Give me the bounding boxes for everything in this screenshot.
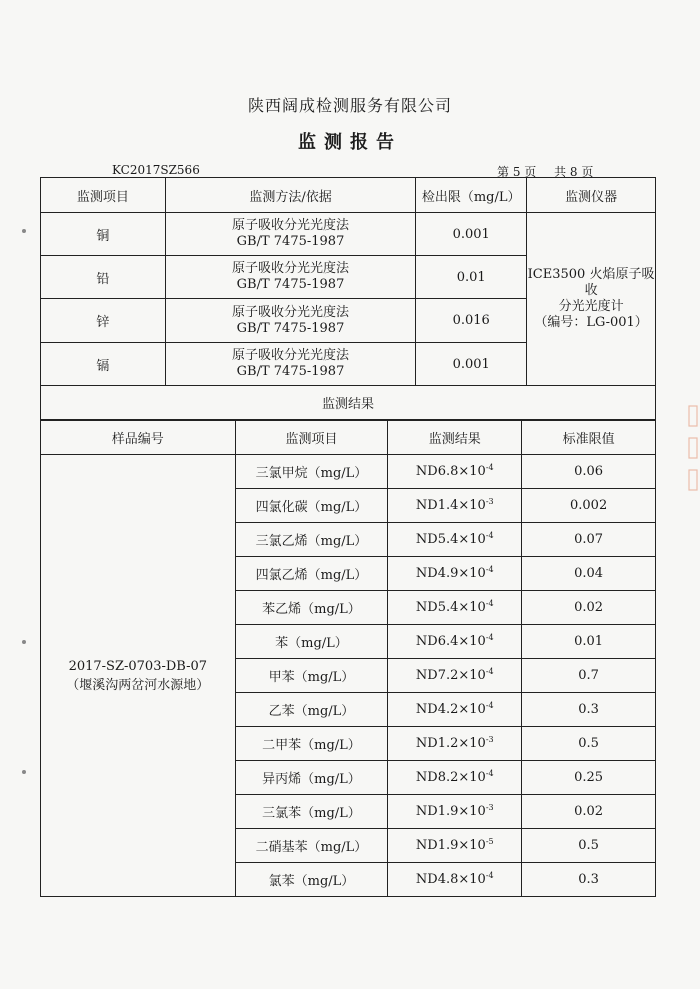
table-row bbox=[41, 213, 656, 256]
limit-cell: 0.01 bbox=[416, 256, 527, 299]
item-cell: 异丙烯（mg/L） bbox=[235, 761, 388, 795]
result-value: ND1.9×10 bbox=[415, 838, 486, 853]
standard-cell: 0.3 bbox=[522, 693, 656, 727]
result-cell bbox=[388, 659, 522, 693]
method-cell bbox=[165, 343, 416, 386]
result-value: ND1.2×10 bbox=[415, 736, 486, 751]
page-total: 共 8 页 bbox=[554, 165, 594, 179]
instrument-name: ICE3500 火焰原子吸收 bbox=[527, 267, 655, 298]
method-name: 原子吸收分光光度法 bbox=[232, 218, 350, 233]
standard-cell: 0.002 bbox=[522, 489, 656, 523]
result-cell bbox=[388, 591, 522, 625]
result-cell bbox=[388, 523, 522, 557]
result-cell bbox=[388, 625, 522, 659]
item-cell: 四氯化碳（mg/L） bbox=[235, 489, 388, 523]
limit-cell: 0.016 bbox=[416, 299, 527, 343]
result-value: ND5.4×10 bbox=[415, 532, 486, 547]
report-title: 监测报告 bbox=[298, 132, 402, 153]
methods-table bbox=[40, 177, 656, 386]
method-name: 原子吸收分光光度法 bbox=[232, 261, 350, 276]
col-header-sample: 样品编号 bbox=[41, 421, 236, 455]
item-cell: 三氯苯（mg/L） bbox=[235, 795, 388, 829]
result-cell bbox=[388, 795, 522, 829]
col-header-item: 监测项目 bbox=[235, 421, 388, 455]
page-number: 第 5 页 bbox=[497, 165, 537, 179]
standard-cell: 0.02 bbox=[522, 795, 656, 829]
sample-cell bbox=[41, 455, 236, 897]
method-name: 原子吸收分光光度法 bbox=[232, 348, 350, 363]
result-cell bbox=[388, 489, 522, 523]
item-cell: 锌 bbox=[41, 299, 166, 343]
limit-cell: 0.001 bbox=[416, 213, 527, 256]
standard-cell: 0.5 bbox=[522, 829, 656, 863]
result-exponent: -3 bbox=[485, 803, 494, 812]
result-exponent: -3 bbox=[485, 735, 494, 744]
method-standard: GB/T 7475-1987 bbox=[236, 320, 345, 336]
results-section-title: 监测结果 bbox=[40, 385, 656, 420]
method-standard: GB/T 7475-1987 bbox=[236, 277, 345, 292]
standard-cell: 0.02 bbox=[522, 591, 656, 625]
standard-cell: 0.25 bbox=[522, 761, 656, 795]
item-cell: 氯苯（mg/L） bbox=[235, 863, 388, 897]
result-value: ND8.2×10 bbox=[415, 770, 486, 785]
result-value: ND1.4×10 bbox=[415, 498, 486, 513]
standard-cell: 0.3 bbox=[522, 863, 656, 897]
standard-cell: 0.5 bbox=[522, 727, 656, 761]
item-cell: 乙苯（mg/L） bbox=[235, 693, 388, 727]
result-exponent: -4 bbox=[485, 599, 494, 608]
item-cell: 甲苯（mg/L） bbox=[235, 659, 388, 693]
result-cell bbox=[388, 829, 522, 863]
seal-stamp-mark bbox=[688, 404, 698, 494]
result-exponent: -4 bbox=[485, 701, 494, 710]
result-exponent: -4 bbox=[485, 565, 494, 574]
instrument-cell bbox=[527, 213, 656, 386]
method-cell bbox=[165, 256, 416, 299]
result-cell bbox=[388, 693, 522, 727]
limit-cell: 0.001 bbox=[416, 343, 527, 386]
result-value: ND5.4×10 bbox=[415, 600, 486, 615]
result-cell bbox=[388, 727, 522, 761]
item-cell: 二硝基苯（mg/L） bbox=[235, 829, 388, 863]
col-header-item: 监测项目 bbox=[41, 178, 166, 213]
result-value: ND4.9×10 bbox=[415, 566, 486, 581]
result-cell bbox=[388, 455, 522, 489]
standard-cell: 0.06 bbox=[522, 455, 656, 489]
standard-cell: 0.07 bbox=[522, 523, 656, 557]
item-cell: 苯（mg/L） bbox=[235, 625, 388, 659]
result-value: ND6.4×10 bbox=[415, 634, 486, 649]
report-number: KC2017SZ566 bbox=[112, 163, 200, 177]
result-exponent: -4 bbox=[485, 667, 494, 676]
item-cell: 苯乙烯（mg/L） bbox=[235, 591, 388, 625]
result-exponent: -4 bbox=[485, 633, 494, 642]
col-header-result: 监测结果 bbox=[388, 421, 522, 455]
result-exponent: -4 bbox=[485, 769, 494, 778]
instrument-id: （编号：LG-001） bbox=[534, 315, 648, 330]
item-cell: 三氯乙烯（mg/L） bbox=[235, 523, 388, 557]
result-exponent: -4 bbox=[485, 531, 494, 540]
result-value: ND7.2×10 bbox=[415, 668, 486, 683]
sample-id: 2017-SZ-0703-DB-07 bbox=[68, 658, 208, 674]
item-cell: 铅 bbox=[41, 256, 166, 299]
method-cell bbox=[165, 299, 416, 343]
standard-cell: 0.01 bbox=[522, 625, 656, 659]
punch-hole bbox=[22, 229, 26, 233]
item-cell: 镉 bbox=[41, 343, 166, 386]
result-exponent: -5 bbox=[485, 837, 494, 846]
result-exponent: -4 bbox=[485, 463, 494, 472]
method-standard: GB/T 7475-1987 bbox=[236, 234, 345, 249]
item-cell: 二甲苯（mg/L） bbox=[235, 727, 388, 761]
col-header-limit: 检出限（mg/L） bbox=[416, 178, 527, 213]
item-cell: 铜 bbox=[41, 213, 166, 256]
company-name: 陕西阔成检测服务有限公司 bbox=[247, 96, 452, 115]
result-cell bbox=[388, 557, 522, 591]
method-cell bbox=[165, 213, 416, 256]
col-header-standard: 标准限值 bbox=[522, 421, 656, 455]
result-exponent: -4 bbox=[485, 871, 494, 880]
punch-hole bbox=[22, 770, 26, 774]
method-name: 原子吸收分光光度法 bbox=[232, 304, 350, 320]
standard-cell: 0.7 bbox=[522, 659, 656, 693]
punch-hole bbox=[22, 640, 26, 644]
seal-stamp-fragment bbox=[688, 404, 698, 503]
result-value: ND6.8×10 bbox=[415, 464, 486, 479]
col-header-method: 监测方法/依据 bbox=[165, 178, 416, 213]
sample-location: （堰溪沟两岔河水源地） bbox=[66, 677, 210, 693]
item-cell: 四氯乙烯（mg/L） bbox=[235, 557, 388, 591]
result-cell bbox=[388, 761, 522, 795]
standard-cell: 0.04 bbox=[522, 557, 656, 591]
item-cell: 三氯甲烷（mg/L） bbox=[235, 455, 388, 489]
result-value: ND1.9×10 bbox=[415, 804, 486, 819]
instrument-type: 分光光度计 bbox=[558, 299, 624, 314]
result-cell bbox=[388, 863, 522, 897]
table-row bbox=[41, 455, 656, 489]
result-exponent: -3 bbox=[485, 497, 494, 506]
result-value: ND4.8×10 bbox=[415, 872, 486, 887]
results-table bbox=[40, 420, 656, 897]
result-value: ND4.2×10 bbox=[415, 702, 486, 717]
method-standard: GB/T 7475-1987 bbox=[236, 364, 345, 379]
col-header-instrument: 监测仪器 bbox=[527, 178, 656, 213]
